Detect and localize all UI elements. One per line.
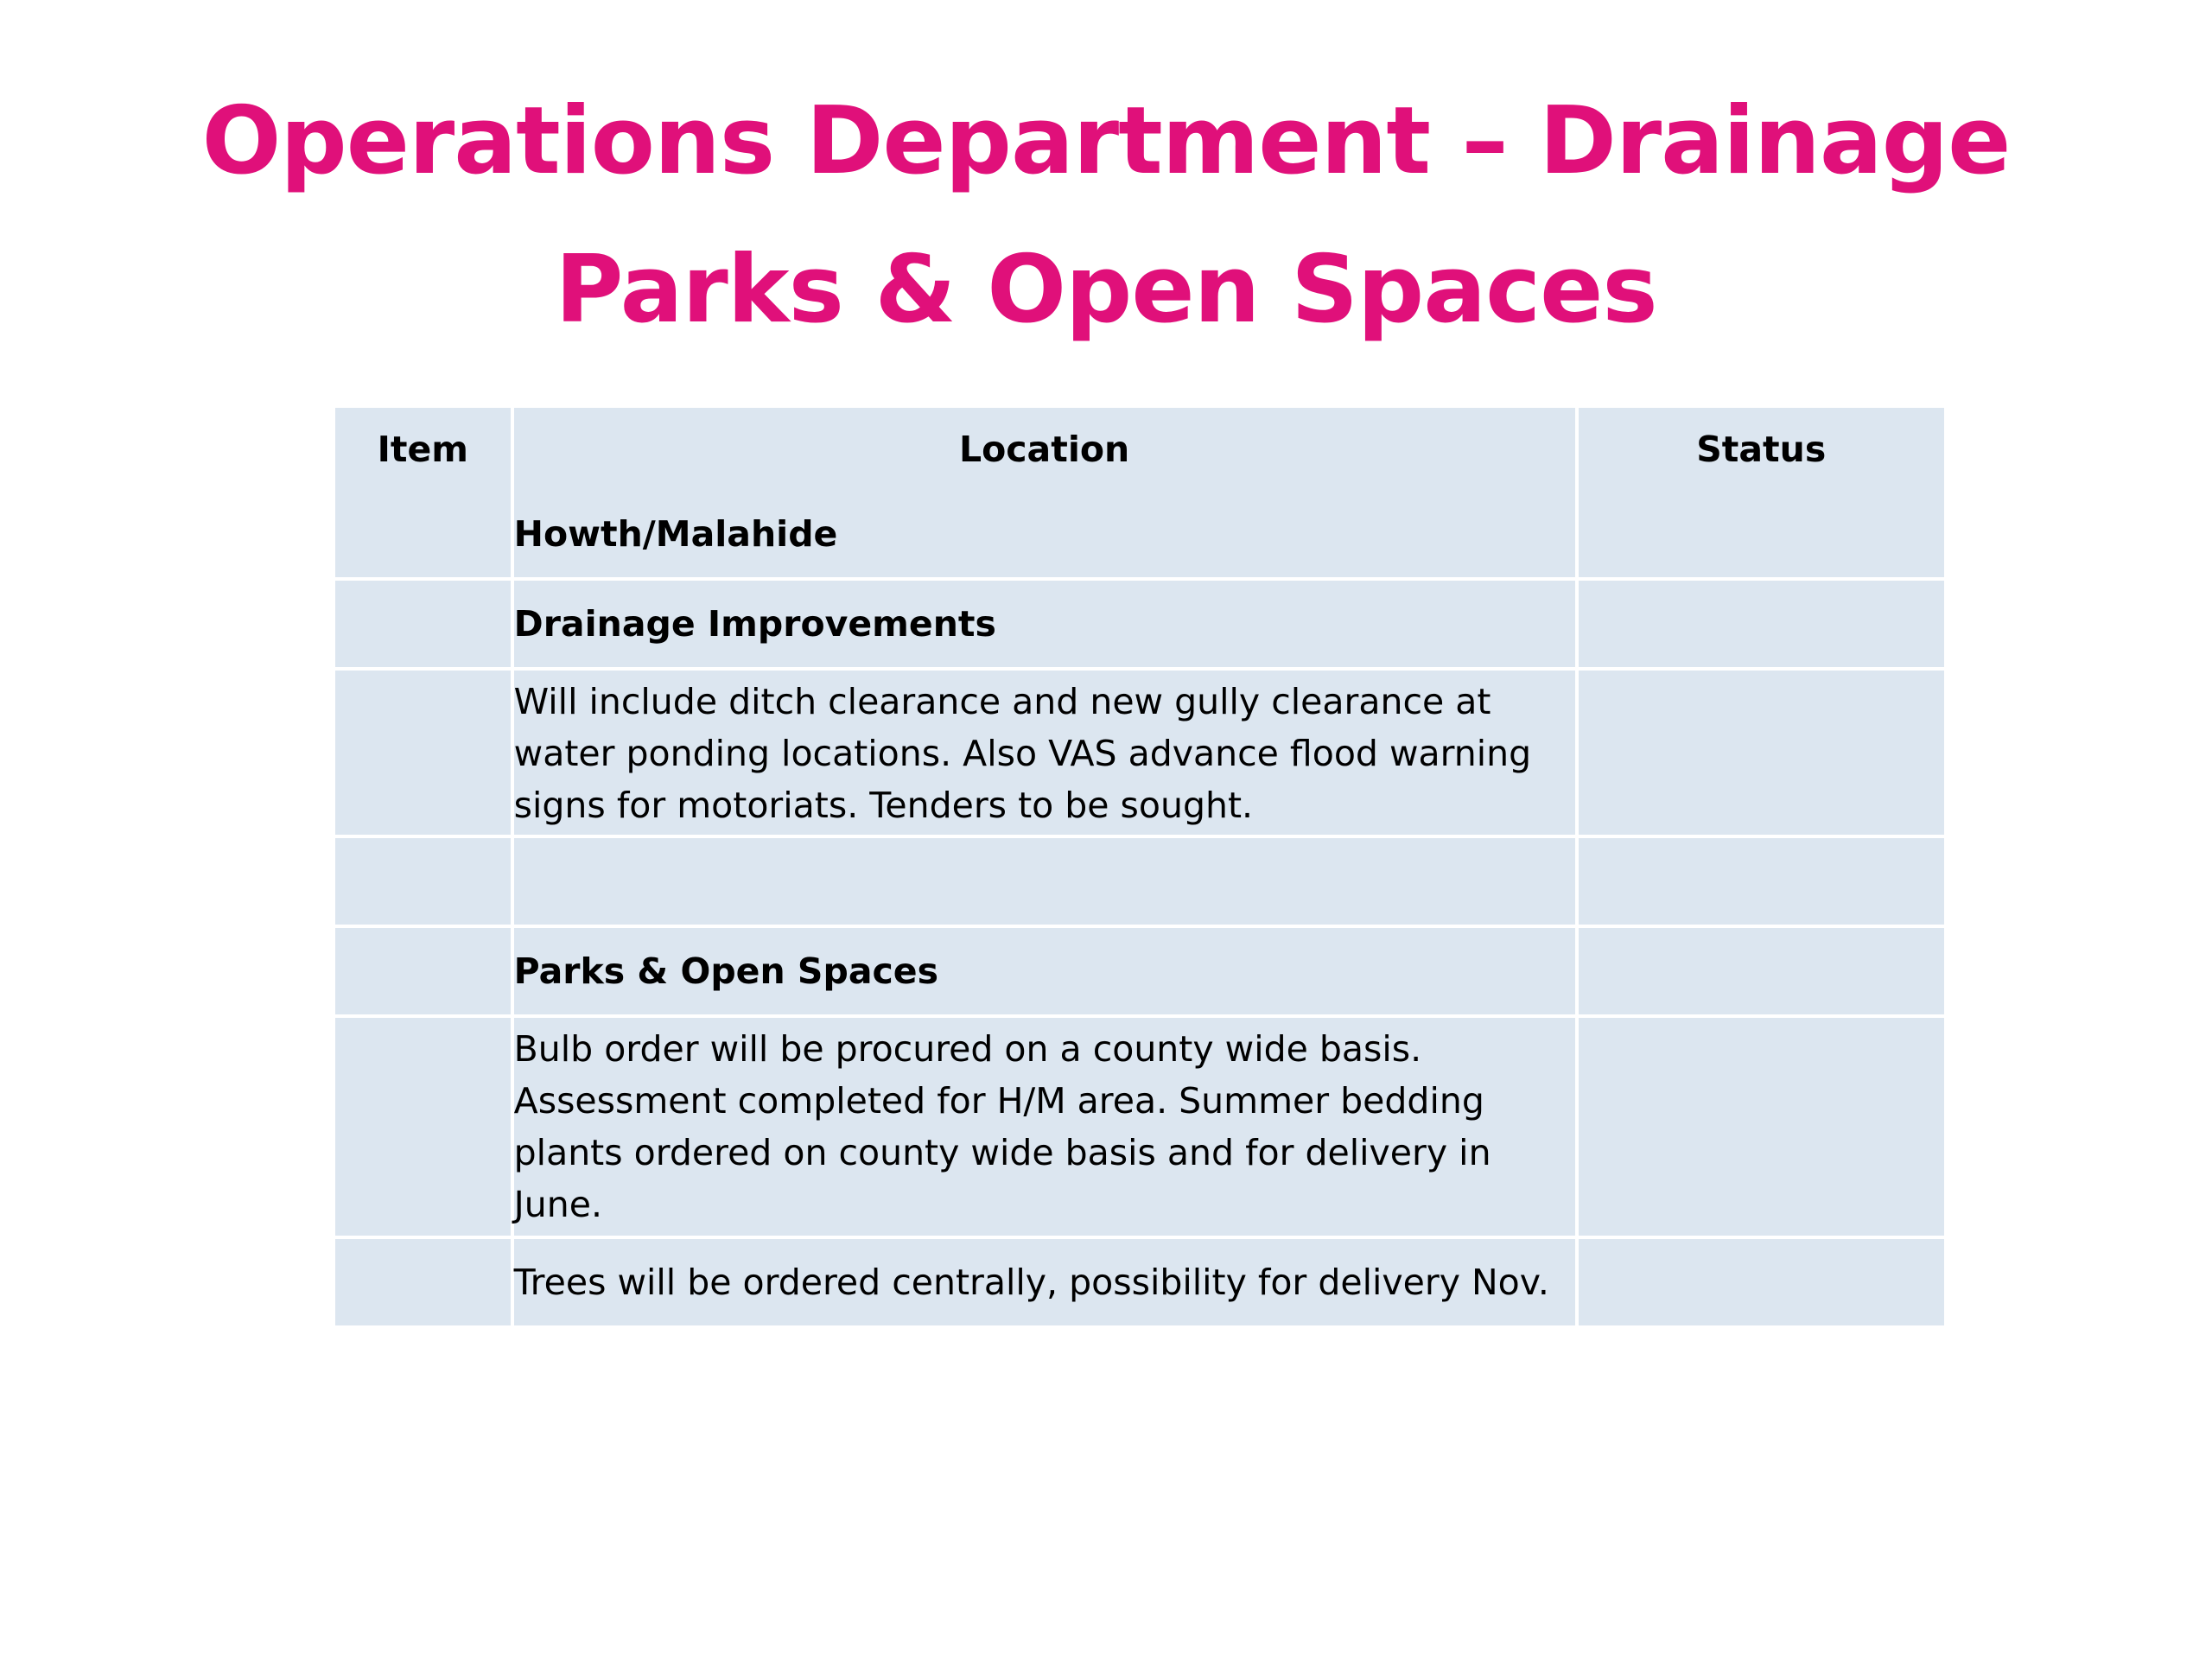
cell-status — [1579, 491, 1944, 581]
header-item: Item — [335, 408, 514, 491]
cell-location: Will include ditch clearance and new gully clearance at water ponding locations. Also VAS advance flood warning signs for motoriats. Tenders to be sought. — [514, 671, 1579, 838]
header-location: Location — [514, 408, 1579, 491]
status-table — [335, 408, 1944, 1325]
cell-status — [1579, 928, 1944, 1018]
table-row — [335, 671, 1944, 838]
cell-item — [335, 1018, 514, 1239]
cell-location — [514, 838, 1579, 928]
table-header-row — [335, 408, 1944, 491]
cell-status — [1579, 838, 1944, 928]
cell-location: Bulb order will be procured on a county wide basis. Assessment completed for H/M area. Summer bedding plants ordered on county wide basis and for delivery in June. — [514, 1018, 1579, 1239]
cell-item — [335, 838, 514, 928]
table-row — [335, 928, 1944, 1018]
cell-status — [1579, 1018, 1944, 1239]
cell-location: Parks & Open Spaces — [514, 928, 1579, 1018]
cell-item — [335, 928, 514, 1018]
cell-status — [1579, 581, 1944, 671]
cell-item — [335, 1239, 514, 1325]
cell-location: Trees will be ordered centrally, possibility for delivery Nov. — [514, 1239, 1579, 1325]
table-row — [335, 1239, 1944, 1325]
header-status: Status — [1579, 408, 1944, 491]
slide-title — [0, 67, 2212, 365]
cell-item — [335, 581, 514, 671]
title-line-1: Operations Department – Drainage — [201, 87, 2011, 195]
cell-item — [335, 671, 514, 838]
cell-status — [1579, 671, 1944, 838]
cell-location: Howth/Malahide — [514, 491, 1579, 581]
cell-item — [335, 491, 514, 581]
table-row — [335, 491, 1944, 581]
title-line-2: Parks & Open Spaces — [555, 236, 1657, 344]
table-row — [335, 838, 1944, 928]
cell-location: Drainage Improvements — [514, 581, 1579, 671]
cell-status — [1579, 1239, 1944, 1325]
table-row — [335, 1018, 1944, 1239]
table-row — [335, 581, 1944, 671]
